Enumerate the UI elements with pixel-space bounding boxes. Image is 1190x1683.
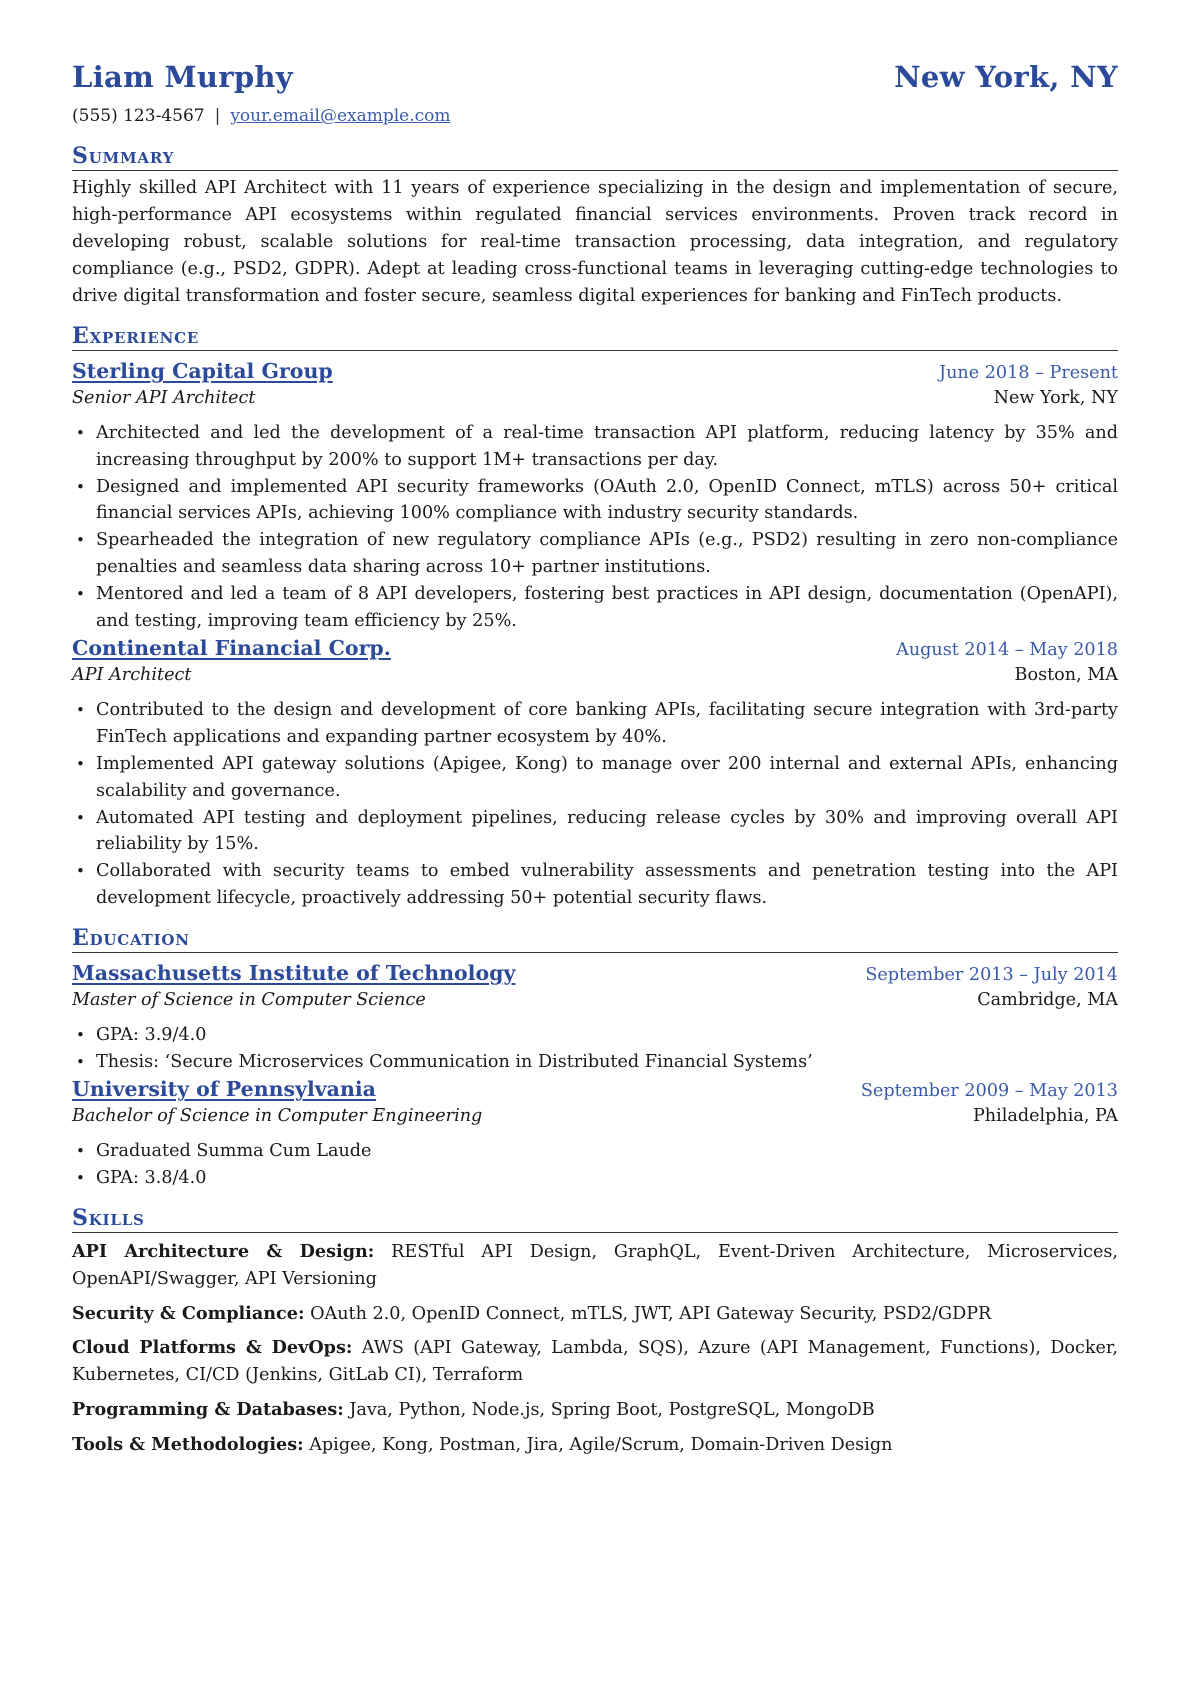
bullet-item: • GPA: 3.9/4.0: [96, 1022, 1118, 1049]
skill-line: [72, 1432, 1118, 1459]
school-bullets: [72, 1022, 1118, 1076]
email-link[interactable]: your.email@example.com: [230, 106, 451, 126]
bullet-item: • Architected and led the development of a real-time transaction API platform, reducing latency by 35% and increasing throughput by 200% to support 1M+ transactions per day.: [96, 420, 1118, 474]
skill-line: [72, 1239, 1118, 1293]
school-bullets: [72, 1138, 1118, 1192]
job-entry: [72, 634, 1118, 911]
candidate-location: New York, NY: [894, 60, 1118, 94]
school-entry: [72, 1075, 1118, 1192]
school-location: Philadelphia, PA: [972, 1106, 1118, 1127]
school-location: Cambridge, MA: [977, 989, 1118, 1010]
experience-section: [72, 324, 1118, 912]
skill-label: Security & Compliance:: [72, 1302, 305, 1324]
job-dates: June 2018 – Present: [939, 363, 1118, 383]
skill-line: [72, 1301, 1118, 1328]
skill-label: Tools & Methodologies:: [72, 1433, 304, 1455]
skill-value: Apigee, Kong, Postman, Jira, Agile/Scrum, Domain-Driven Design: [309, 1434, 893, 1455]
job-role: Senior API Architect: [72, 388, 256, 408]
contact-line: [72, 106, 1118, 130]
bullet-item: • GPA: 3.8/4.0: [96, 1165, 1118, 1192]
skills-section: [72, 1206, 1118, 1459]
resume-header: [72, 60, 1118, 102]
skill-value: OAuth 2.0, OpenID Connect, mTLS, JWT, API Gateway Security, PSD2/GDPR: [310, 1303, 992, 1324]
skills-list: [72, 1239, 1118, 1459]
skill-line: [72, 1335, 1118, 1389]
skill-value: AWS (API Gateway, Lambda, SQS), Azure (API Management, Functions), Docker, Kubernetes, CI/CD (Jenkins, GitLab CI), Terraform: [72, 1338, 1118, 1386]
candidate-name: Liam Murphy: [72, 60, 293, 94]
job-dates: August 2014 – May 2018: [896, 640, 1118, 661]
skill-label: Programming & Databases:: [72, 1398, 344, 1420]
bullet-item: • Collaborated with security teams to embed vulnerability assessments and penetration testing into the API development lifecycle, proactively addressing 50+ potential security flaws.: [96, 858, 1118, 912]
skill-label: Cloud Platforms & DevOps:: [72, 1337, 353, 1359]
job-location: Boston, MA: [1014, 665, 1118, 686]
school-name[interactable]: Massachusetts Institute of Technology: [72, 960, 516, 985]
school-entry: [72, 959, 1118, 1076]
company-name[interactable]: Sterling Capital Group: [72, 359, 333, 383]
education-section: [72, 926, 1118, 1192]
bullet-item: • Thesis: ‘Secure Microservices Communication in Distributed Financial Systems’: [96, 1049, 1118, 1076]
skill-line: [72, 1397, 1118, 1424]
degree: Bachelor of Science in Computer Engineering: [72, 1106, 483, 1127]
job-location: New York, NY: [993, 388, 1118, 408]
summary-section: [72, 144, 1118, 310]
bullet-item: • Spearheaded the integration of new regulatory compliance APIs (e.g., PSD2) resulting in zero non-compliance penalties and seamless data sharing across 10+ partner institutions.: [96, 527, 1118, 581]
job-role: API Architect: [72, 665, 192, 686]
skill-label: API Architecture & Design:: [72, 1240, 375, 1262]
job-entry: [72, 357, 1118, 634]
bullet-item: • Automated API testing and deployment pipelines, reducing release cycles by 30% and improving overall API reliability by 15%.: [96, 805, 1118, 859]
education-heading: Education: [72, 926, 1118, 953]
phone-number: (555) 123-4567: [72, 106, 205, 126]
bullet-item: • Graduated Summa Cum Laude: [96, 1138, 1118, 1165]
skill-value: RESTful API Design, GraphQL, Event-Driven Architecture, Microservices, OpenAPI/Swagger, API Versioning: [72, 1241, 1118, 1289]
bullet-item: • Mentored and led a team of 8 API developers, fostering best practices in API design, documentation (OpenAPI), and testing, improving team efficiency by 25%.: [96, 581, 1118, 635]
bullet-item: • Contributed to the design and development of core banking APIs, facilitating secure integration with 3rd-party FinTech applications and expanding partner ecosystem by 40%.: [96, 697, 1118, 751]
skill-value: Java, Python, Node.js, Spring Boot, PostgreSQL, MongoDB: [349, 1399, 875, 1420]
contact-separator: |: [214, 106, 221, 126]
summary-text: Highly skilled API Architect with 11 years of experience specializing in the design and implementation of secure, high-performance API ecosystems within regulated financial services environments. Proven track record in developing robust, scalable solutions for real-time transaction processing, data integration, and regulatory compliance (e.g., PSD2, GDPR). Adept at leading cross-functional teams in leveraging cutting-edge technologies to drive digital transformation and foster secure, seamless digital experiences for banking and FinTech products.: [72, 178, 1118, 306]
job-bullets: [72, 420, 1118, 634]
bullet-item: • Implemented API gateway solutions (Apigee, Kong) to manage over 200 internal and external APIs, enhancing scalability and governance.: [96, 751, 1118, 805]
experience-heading: Experience: [72, 324, 1118, 351]
school-dates: September 2009 – May 2013: [860, 1081, 1118, 1102]
skills-heading: Skills: [72, 1206, 1118, 1233]
bullet-item: • Designed and implemented API security frameworks (OAuth 2.0, OpenID Connect, mTLS) across 50+ critical financial services APIs, achieving 100% compliance with industry security standards.: [96, 474, 1118, 528]
company-name[interactable]: Continental Financial Corp.: [72, 636, 391, 661]
school-name[interactable]: University of Pennsylvania: [72, 1077, 376, 1102]
school-dates: September 2013 – July 2014: [865, 964, 1118, 985]
job-bullets: [72, 697, 1118, 911]
summary-heading: Summary: [72, 144, 1118, 171]
degree: Master of Science in Computer Science: [72, 989, 426, 1010]
